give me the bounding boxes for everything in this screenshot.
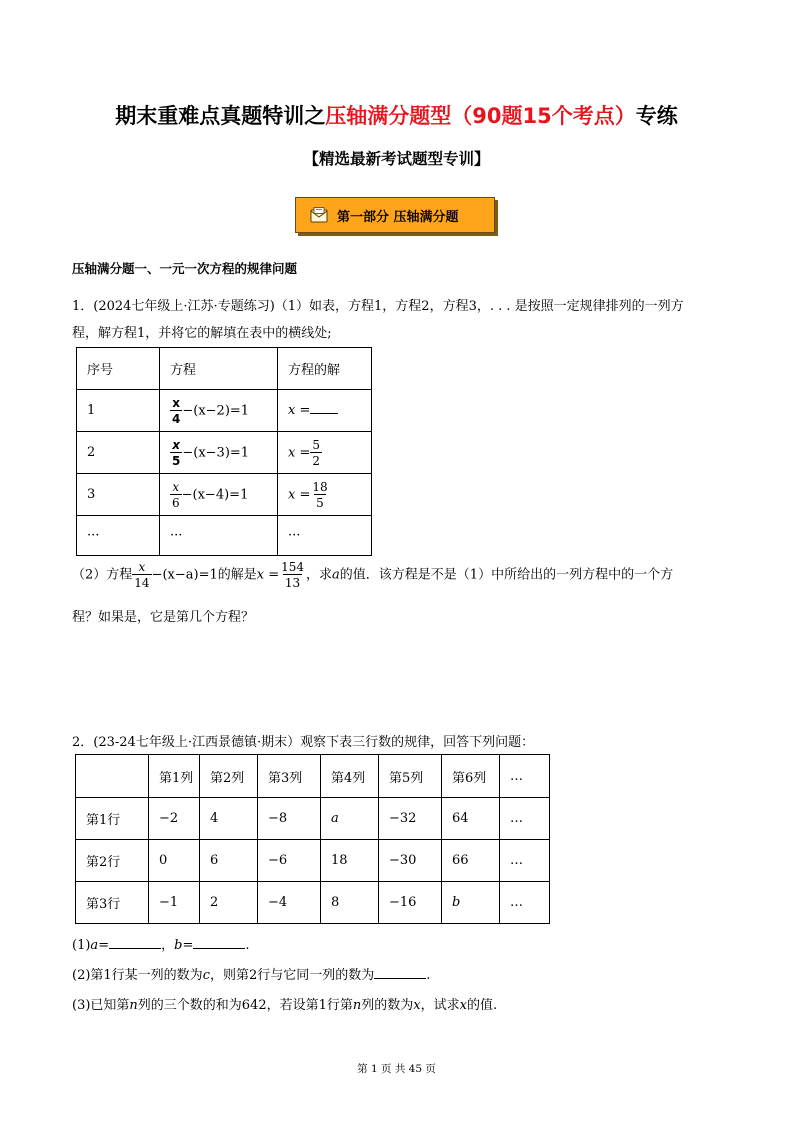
page-footer: 第 1 页 共 45 页 [357, 1063, 436, 1075]
table-cell: … [500, 882, 550, 924]
header-cell [76, 755, 149, 798]
q1-line1: 1．(2024七年级上·江苏·专题练习)（1）如表，方程1，方程2，方程3，. . . 是按照一定规律排列的一列方 [72, 299, 684, 314]
header-cell: 方程的解 [278, 348, 372, 390]
title-tail-part: 专练 [635, 104, 678, 128]
table-cell: 18 [321, 840, 379, 882]
table-cell: 66 [442, 840, 500, 882]
envelope-icon [310, 207, 328, 223]
fraction: $\frac{18}{5}$ [312, 479, 328, 510]
solution-prefix: x = [288, 403, 311, 418]
header-cell: … [500, 755, 550, 798]
table-cell: … [500, 798, 550, 840]
table-cell: −32 [379, 798, 442, 840]
answer-blank-c[interactable] [374, 978, 426, 979]
ellipsis-cell: ··· [278, 516, 372, 556]
q2-sub1: (1)a= ，b= . [72, 938, 250, 953]
equation-rest: −(x−3)=1 [182, 445, 250, 460]
row-label: 第3行 [76, 882, 149, 924]
q2-sub2: (2)第1行某一列的数为c，则第2行与它同一列的数为 . [72, 968, 431, 983]
answer-blank-b[interactable] [193, 948, 245, 949]
page-title [0, 100, 793, 130]
answer-blank[interactable] [310, 413, 338, 414]
table-cell: −30 [379, 840, 442, 882]
q2-table [75, 754, 550, 924]
answer-blank-a[interactable] [109, 948, 161, 949]
equation-rest: −(x−2)=1 [182, 403, 250, 418]
table-cell: 0 [149, 840, 200, 882]
table-row [76, 798, 550, 840]
section-label: 第一部分 压轴满分题 [337, 209, 459, 225]
row-number: 2 [77, 432, 160, 474]
equation-rest: −(x−4)=1 [181, 487, 249, 502]
table-cell: −6 [258, 840, 321, 882]
solution-cell [278, 474, 372, 516]
row-number: 3 [77, 474, 160, 516]
q2-intro: 2．(23-24七年级上·江西景德镇·期末）观察下表三行数的规律，回答下列问题： [72, 735, 535, 750]
table-cell: 8 [321, 882, 379, 924]
solution-prefix: x = [288, 445, 311, 460]
equation-cell [160, 390, 278, 432]
fraction: $\frac{x}{5}$ [172, 437, 181, 468]
fraction: $\frac{x}{4}$ [172, 395, 181, 426]
header-cell: 第2列 [200, 755, 258, 798]
header-cell: 第6列 [442, 755, 500, 798]
table-cell: −4 [258, 882, 321, 924]
table-cell: −2 [149, 798, 200, 840]
header-cell: 第1列 [149, 755, 200, 798]
table-header-row [77, 348, 372, 390]
q1-line2: 程，解方程1，并将它的解填在表中的横线处; [72, 326, 332, 341]
solution-prefix: x = [288, 487, 311, 502]
table-cell: 4 [200, 798, 258, 840]
q1-part2-line1: （2）方程 $\frac{x}{14}$ −(x−a)=1的解是x = $\frac{154}{13}$ ，求a的值．该方程是不是（1）中所给出的一列方程中的一个方 [72, 560, 674, 590]
table-cell: b [442, 882, 500, 924]
table-row [76, 882, 550, 924]
header-cell: 序号 [77, 348, 160, 390]
table-row [77, 474, 372, 516]
solution-cell [278, 432, 372, 474]
table-cell: 2 [200, 882, 258, 924]
fraction: $\frac{154}{13}$ [281, 560, 305, 590]
equation-cell [160, 474, 278, 516]
table-cell: a [321, 798, 379, 840]
q1-table [76, 347, 372, 556]
section-banner [295, 197, 495, 233]
fraction: $\frac{5}{2}$ [312, 437, 320, 468]
table-cell: −16 [379, 882, 442, 924]
header-cell: 方程 [160, 348, 278, 390]
table-cell: … [500, 840, 550, 882]
table-cell: 64 [442, 798, 500, 840]
row-label: 第2行 [76, 840, 149, 882]
row-label: 第1行 [76, 798, 149, 840]
table-row [77, 432, 372, 474]
header-cell: 第4列 [321, 755, 379, 798]
topic-heading: 压轴满分题一、一元一次方程的规律问题 [72, 261, 298, 276]
q2-sub3: (3)已知第n列的三个数的和为642，若设第1行第n列的数为x，试求x的值. [72, 998, 498, 1013]
table-cell: −8 [258, 798, 321, 840]
ellipsis-cell: ··· [77, 516, 160, 556]
q1-part2-line2: 程？如果是，它是第几个方程？ [72, 610, 255, 625]
table-header-row [76, 755, 550, 798]
title-red-part: 压轴满分题型（90题15个考点） [325, 104, 636, 128]
table-row [76, 840, 550, 882]
page-subtitle: 【精选最新考试题型专训】 [303, 150, 490, 168]
table-cell: 6 [200, 840, 258, 882]
header-cell: 第3列 [258, 755, 321, 798]
title-black-part: 期末重难点真题特训之 [115, 104, 326, 128]
equation-cell [160, 432, 278, 474]
solution-cell [278, 390, 372, 432]
fraction: $\frac{x}{14}$ [134, 560, 150, 590]
row-number: 1 [77, 390, 160, 432]
table-row [77, 390, 372, 432]
fraction: $\frac{x}{6}$ [172, 479, 180, 510]
ellipsis-cell: ··· [160, 516, 278, 556]
table-row [77, 516, 372, 556]
table-cell: −1 [149, 882, 200, 924]
header-cell: 第5列 [379, 755, 442, 798]
